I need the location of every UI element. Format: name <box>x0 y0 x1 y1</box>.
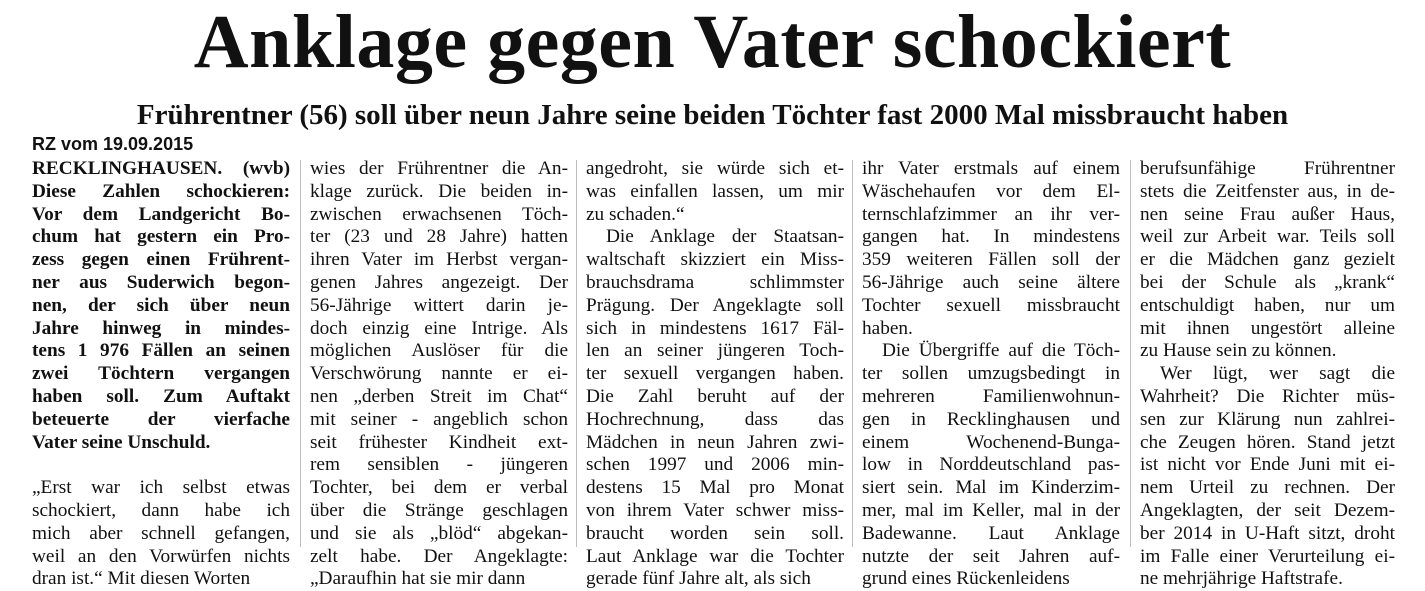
text-line: Wäschehaufen vor dem El- <box>862 180 1120 202</box>
text-line: was einfallen lassen, um mir <box>586 180 844 202</box>
article-column-4 <box>862 158 1120 591</box>
text-line: low in Norddeutschland pas- <box>862 454 1120 476</box>
text-line: entschuldigt haben, nur um <box>1140 294 1395 316</box>
text-line: ihren Vater im Herbst vergan- <box>310 249 568 271</box>
text-line: weil an den Vorwürfen nichts <box>32 545 290 567</box>
text-line: seit frühester Kindheit ext- <box>310 431 568 453</box>
text-line: len an seiner jüngeren Toch- <box>586 340 844 362</box>
lead-paragraph <box>32 158 290 454</box>
headline: Anklage gegen Vater schockiert <box>193 0 1232 84</box>
text-line: Die Anklage der Staatsan- <box>606 226 844 248</box>
text-line: gangen hat. In mindestens <box>862 226 1120 248</box>
text-line: Vater seine Unschuld. <box>32 431 211 453</box>
text-line: destens 15 Mal pro Monat <box>586 477 844 499</box>
text-line: bei der Schule als „krank“ <box>1140 271 1395 293</box>
text-line: grund eines Rückenleidens <box>862 568 1070 590</box>
column-divider <box>1130 160 1131 547</box>
text-line: gen in Recklinghausen und <box>862 408 1120 430</box>
text-line: mit seiner - angeblich schon <box>310 408 568 430</box>
text-line: waltschaft skizziert ein Miss- <box>586 249 844 271</box>
text-line: chum hat gestern ein Pro- <box>32 226 290 248</box>
body-paragraph <box>862 158 1120 591</box>
text-line: nutzte der seit Jahren auf- <box>862 545 1120 567</box>
text-line: und sie als „blöd“ abgekan- <box>310 522 568 544</box>
text-line: tens 1 976 Fällen an seinen <box>32 340 290 362</box>
text-line: weil zur Arbeit war. Teils soll <box>1140 226 1395 248</box>
text-line: Diese Zahlen schockieren: <box>32 180 290 202</box>
text-line: ber 2014 in U-Haft sitzt, droht <box>1140 522 1395 544</box>
text-line: Prägung. Der Angeklagte soll <box>586 294 844 316</box>
column-divider <box>300 160 301 547</box>
text-line: Die Übergriffe auf die Töch- <box>882 340 1120 362</box>
text-line: zu schaden.“ <box>586 203 685 225</box>
text-line: Angeklagten, der seit Dezem- <box>1140 499 1395 521</box>
text-line: braucht worden sein soll. <box>586 522 844 544</box>
text-line: ter sexuell vergangen haben. <box>586 363 844 385</box>
text-line: Wahrheit? Die Richter müs- <box>1140 385 1395 407</box>
article-column-3 <box>586 158 844 591</box>
text-line: klage zurück. Die beiden in- <box>310 180 568 202</box>
text-line: 56-Jährige wittert darin je- <box>310 294 568 316</box>
subheadline: Frührentner (56) soll über neun Jahre seine beiden Töchter fast 2000 Mal missbraucht haben <box>136 99 1289 131</box>
text-line: rem sensiblen - jüngeren <box>310 454 568 476</box>
text-line: siert sein. Mal im Kinderzim- <box>862 477 1120 499</box>
text-line: möglichen Auslöser für die <box>310 340 568 362</box>
text-line: Tochter sexuell missbraucht <box>862 294 1120 316</box>
article-column-5 <box>1140 158 1395 591</box>
text-line: mer, mal im Keller, mal in der <box>862 499 1120 521</box>
text-line: nem Urteil zu rechnen. Der <box>1140 477 1395 499</box>
text-line: stets die Zeitfenster aus, in de- <box>1140 180 1395 202</box>
text-line: Laut Anklage war die Tochter <box>586 545 844 567</box>
article-column-2 <box>310 158 568 591</box>
text-line: ihr Vater erstmals auf einem <box>862 158 1120 179</box>
text-line: 359 weiteren Fällen soll der <box>862 249 1120 271</box>
text-line: che Zeugen hören. Stand jetzt <box>1140 431 1395 453</box>
text-line: schockiert, dann habe ich <box>32 499 290 521</box>
text-line: über die Stränge geschlagen <box>310 499 568 521</box>
body-paragraph <box>32 477 290 591</box>
text-line: zelt habe. Der Angeklagte: <box>310 545 568 567</box>
column-divider <box>576 160 577 547</box>
text-line: sen zur Klärung nun zahlrei- <box>1140 408 1395 430</box>
body-paragraph <box>1140 158 1395 591</box>
text-line: mit ihnen ungestört alleine <box>1140 317 1395 339</box>
text-line: Wer lügt, wer sagt die <box>1160 363 1395 385</box>
column-divider <box>852 160 853 547</box>
text-line: Verschwörung nannte er ei- <box>310 363 568 385</box>
text-line: Die Zahl beruht auf der <box>586 385 844 407</box>
text-line: ternschlafzimmer an ihr ver- <box>862 203 1120 225</box>
text-line: im Falle einer Verurteilung ei- <box>1140 545 1395 567</box>
body-paragraph <box>310 158 568 591</box>
body-paragraph <box>586 158 844 591</box>
text-line: brauchsdrama schlimmster <box>586 271 844 293</box>
text-line: mich aber schnell gefangen, <box>32 522 290 544</box>
text-line: zwischen erwachsenen Töch- <box>310 203 568 225</box>
text-line: zu Hause sein zu können. <box>1140 340 1337 362</box>
text-line: nen seine Frau außer Haus, <box>1140 203 1395 225</box>
text-line: er die Mädchen ganz gezielt <box>1140 249 1395 271</box>
text-line: RECKLINGHAUSEN. (wvb) <box>32 158 290 179</box>
text-line: angedroht, sie würde sich et- <box>586 158 844 179</box>
text-line: ist nicht vor Ende Juni mit ei- <box>1140 454 1395 476</box>
text-line: ner aus Suderwich begon- <box>32 271 290 293</box>
text-line: Jahre hinweg in mindes- <box>32 317 290 339</box>
text-line: „Erst war ich selbst etwas <box>32 477 290 499</box>
text-line: Badewanne. Laut Anklage <box>862 522 1120 544</box>
text-line: 56-Jährige auch seine ältere <box>862 271 1120 293</box>
text-line: Vor dem Landgericht Bo- <box>32 203 290 225</box>
text-line: nen, der sich über neun <box>32 294 290 316</box>
text-line: ter sollen umzugsbedingt in <box>862 363 1120 385</box>
text-line: genen Jahres angezeigt. Der <box>310 271 568 293</box>
text-line: haben soll. Zum Auftakt <box>32 385 290 407</box>
text-line: Hochrechnung, dass das <box>586 408 844 430</box>
article-column-1 <box>32 158 290 591</box>
text-line: berufsunfähige Frührentner <box>1140 158 1395 179</box>
text-line: wies der Frührentner die An- <box>310 158 568 179</box>
text-line: dran ist.“ Mit diesen Worten <box>32 568 251 590</box>
text-line: schen 1997 und 2006 min- <box>586 454 844 476</box>
text-line: zwei Töchtern vergangen <box>32 363 290 385</box>
text-line: gerade fünf Jahre alt, als sich <box>586 568 811 590</box>
text-line: mehreren Familienwohnun- <box>862 385 1120 407</box>
text-line: ter (23 und 28 Jahre) hatten <box>310 226 568 248</box>
text-line: ne mehrjährige Haftstrafe. <box>1140 568 1343 590</box>
text-line: zess gegen einen Frührent- <box>32 249 290 271</box>
text-line: von ihrem Vater schwer miss- <box>586 499 844 521</box>
paragraph-gap <box>32 454 290 477</box>
text-line: sich in mindestens 1617 Fäl- <box>586 317 844 339</box>
text-line: nen „derben Streit im Chat“ <box>310 385 568 407</box>
text-line: „Daraufhin hat sie mir dann <box>310 568 526 590</box>
dateline: RZ vom 19.09.2015 <box>32 134 194 154</box>
text-line: doch einzig eine Intrige. Als <box>310 317 568 339</box>
text-line: Mädchen in neun Jahren zwi- <box>586 431 844 453</box>
text-line: einem Wochenend-Bunga- <box>862 431 1120 453</box>
text-line: Tochter, bei dem er verbal <box>310 477 568 499</box>
text-line: haben. <box>862 317 913 339</box>
text-line: beteuerte der vierfache <box>32 408 290 430</box>
